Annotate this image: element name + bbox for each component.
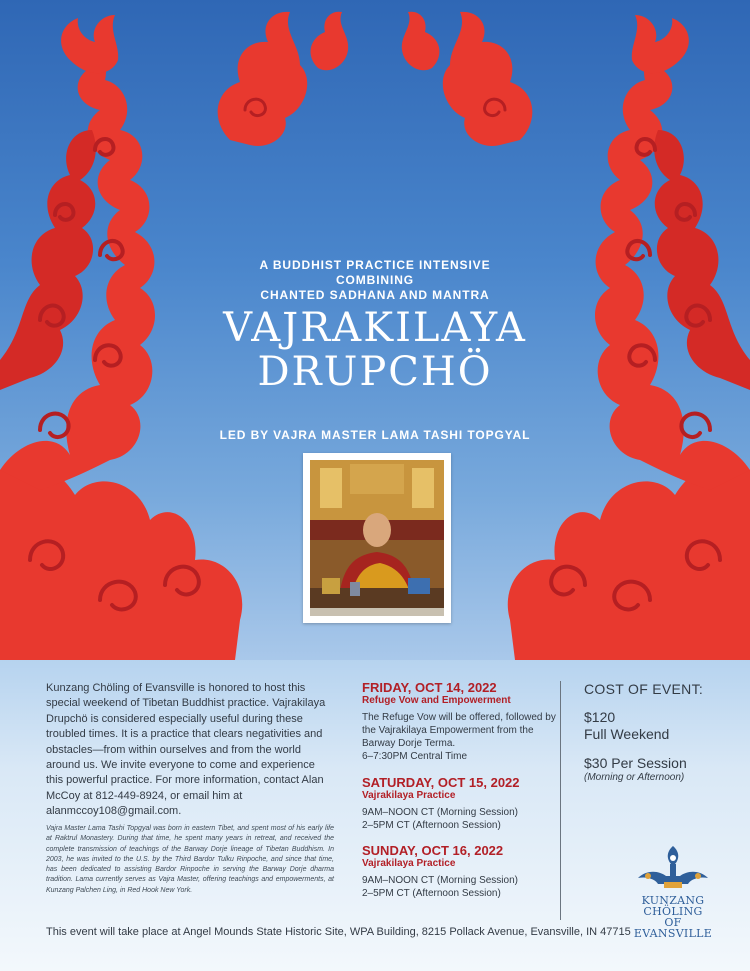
friday-time: 6–7:30PM Central Time (362, 751, 468, 762)
sunday-subheading: Vajrakilaya Practice (362, 858, 456, 869)
sunday-heading: SUNDAY, OCT 16, 2022 (362, 843, 504, 858)
cost-panel (584, 681, 744, 783)
top-small-flame-right (402, 12, 440, 71)
vajra-emblem-icon (628, 844, 718, 890)
lama-bio: Vajra Master Lama Tashi Topgyal was born in eastern Tibet, and spent most of his early life at Raktrul Monastery. During that time, he spent many years in retreat, and received the complete transmission of teachings of the Barway Dorje lineage of Tibetan Buddhism. In 2003, he was invited to the U.S. by the Third Bardor Tulku Rinpoche, and since that time, has been dedicated to assisting Bardor Rinpoche in serving the Barway Dorje dharma tradition. Lama currently serves as Vajra Master, offering teachings and empowerments, at Kunzang Palchen Ling, in Red Hook New York. (46, 825, 334, 894)
lama-portrait-image (310, 460, 444, 616)
logo-line-1: KUNZANG (641, 894, 705, 907)
title-line-2: DRUPCHÖ (257, 349, 493, 395)
subtitle-line-3: CHANTED SADHANA AND MANTRA (260, 288, 490, 302)
per-session-note: (Morning or Afternoon) (584, 772, 685, 783)
saturday-afternoon: 2–5PM CT (Afternoon Session) (362, 820, 501, 831)
kunzang-choling-logo (628, 844, 718, 939)
full-weekend-price: $120 (584, 709, 616, 725)
venue-footer: This event will take place at Angel Mounds State Historic Site, WPA Building, 8215 Pollack Avenue, Evansville, IN 47715 (46, 926, 631, 938)
friday-heading: FRIDAY, OCT 14, 2022 (362, 680, 497, 695)
sunday-morning: 9AM–NOON CT (Morning Session) (362, 875, 518, 886)
logo-line-2: CHÖLING (643, 905, 703, 918)
top-right-flame (443, 12, 533, 146)
title-line-1: VAJRAKILAYA (223, 305, 527, 351)
saturday-subheading: Vajrakilaya Practice (362, 790, 456, 801)
event-title (150, 306, 600, 394)
schedule-friday (362, 680, 562, 763)
sunday-afternoon: 2–5PM CT (Afternoon Session) (362, 888, 501, 899)
subtitle-line-2: COMBINING (335, 273, 415, 287)
top-small-flame-left (311, 12, 349, 71)
lama-photo (303, 453, 451, 623)
full-weekend-label: Full Weekend (584, 726, 670, 742)
led-by-line: LED BY VAJRA MASTER LAMA TASHI TOPGYAL (219, 428, 531, 442)
schedule-sunday (362, 843, 562, 900)
cost-title: COST OF EVENT: (584, 681, 704, 697)
intro-paragraph: Kunzang Chöling of Evansville is honored to host this special weekend of Tibetan Buddhist practice. Vajrakilaya Drupchö is considered especially useful during these troubled times. It is a practice that clears negativities and obstacles—from within ourselves and from the world around us. We invite everyone to come and experience this powerful practice. For more information, contact Alan McCoy at 812-449-8924, or email him at alanmccoy108@gmail.com. (46, 682, 326, 818)
saturday-morning: 9AM–NOON CT (Morning Session) (362, 807, 518, 818)
friday-description: The Refuge Vow will be offered, followed by the Vajrakilaya Empowerment from the Barway Dorje Terma. (362, 712, 556, 749)
subtitle-line-1: A BUDDHIST PRACTICE INTENSIVE (259, 258, 491, 272)
saturday-heading: SATURDAY, OCT 15, 2022 (362, 775, 520, 790)
friday-subheading: Refuge Vow and Empowerment (362, 695, 511, 706)
per-session-price: $30 Per Session (584, 755, 687, 771)
top-left-flame (218, 12, 308, 146)
column-divider (560, 681, 561, 920)
subtitle (200, 258, 550, 303)
schedule-saturday (362, 775, 562, 832)
logo-line-3: OF EVANSVILLE (633, 916, 713, 940)
